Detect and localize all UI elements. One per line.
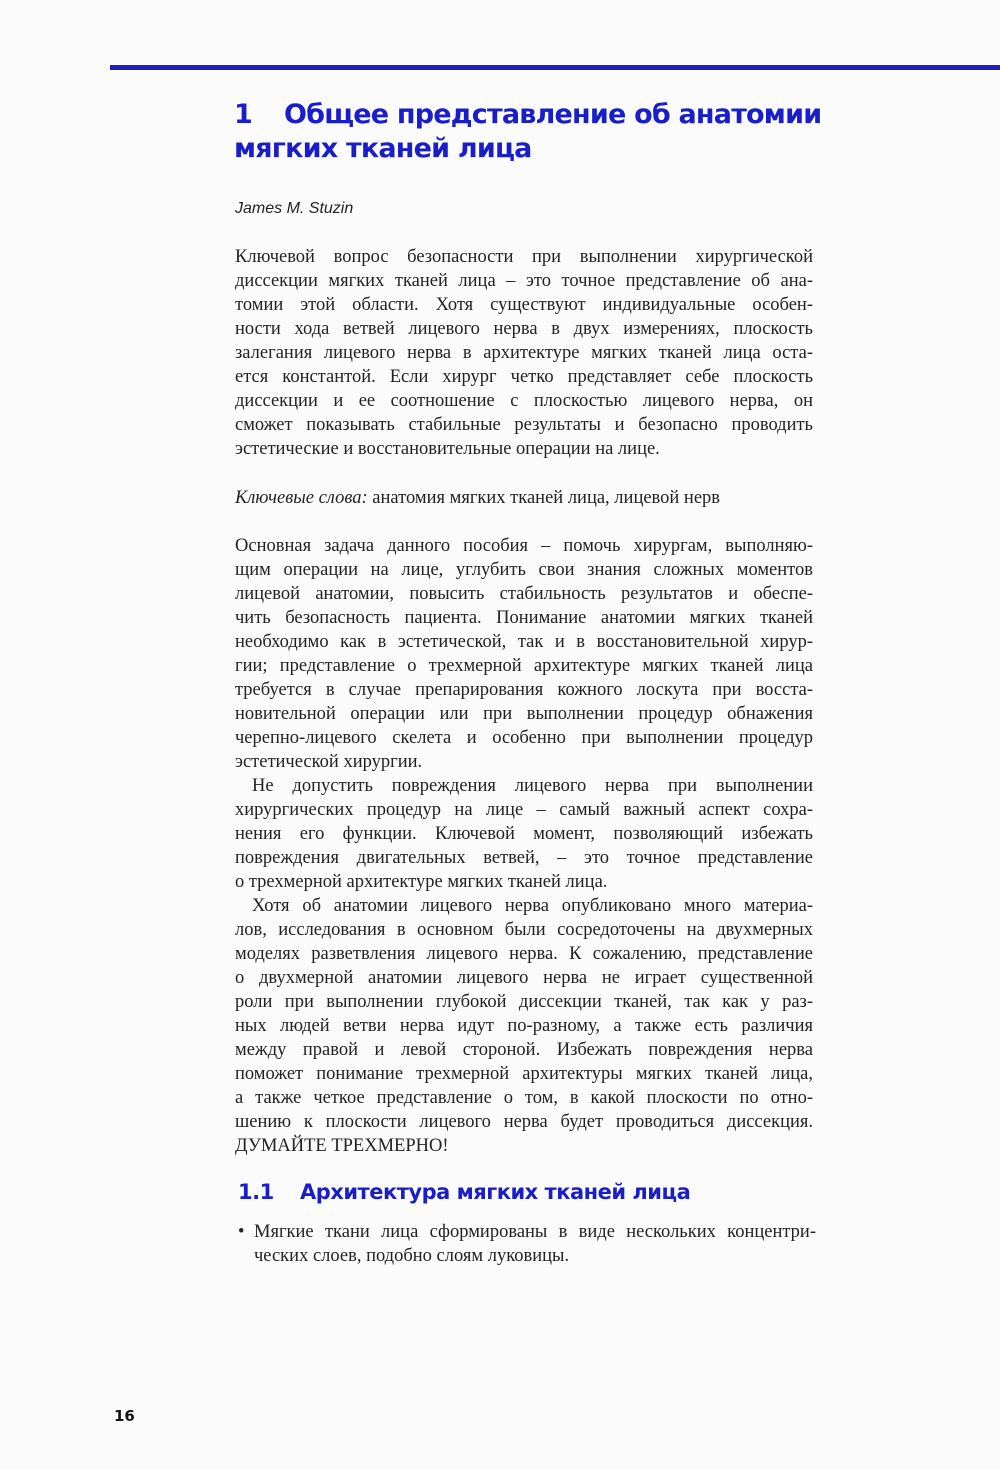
- bullet-line: Мягкие ткани лица сформированы в виде нескольких концентри-: [254, 1222, 816, 1242]
- paragraph: [235, 894, 813, 1158]
- keywords-text: анатомия мягких тканей лица, лицевой нерв: [367, 488, 721, 508]
- page-number: 16: [114, 1407, 135, 1425]
- chapter-title-line: мягких тканей лица: [234, 133, 532, 164]
- paragraph-line: шению к плоскости лицевого нерва будет проводиться диссекция.: [235, 1112, 813, 1132]
- paragraph-line: чить безопасность пациента. Понимание анатомии мягких тканей: [235, 608, 813, 628]
- abstract-line: диссекции и ее соотношение с плоскостью лицевого нерва, он: [235, 391, 813, 411]
- section-title: Архитектура мягких тканей лица: [300, 1180, 691, 1204]
- paragraph-line: ДУМАЙТЕ ТРЕХМЕРНО!: [235, 1136, 449, 1156]
- bullet-line: ческих слоев, подобно слоям луковицы.: [254, 1246, 570, 1266]
- abstract-line: ется константой. Если хирург четко представляет себе плоскость: [235, 367, 813, 387]
- paragraph-line: лов, исследования в основном были сосредоточены на двухмерных: [235, 920, 813, 940]
- paragraph-line: Не допустить повреждения лицевого нерва при выполнении: [252, 776, 813, 796]
- paragraph-line: ных людей ветви нерва идут по-разному, а также есть различия: [235, 1016, 813, 1036]
- abstract: [235, 245, 813, 461]
- abstract-line: диссекции мягких тканей лица – это точное представление об ана-: [235, 271, 813, 291]
- paragraph-line: о двухмерной анатомии лицевого нерва не играет существенной: [235, 968, 813, 988]
- paragraph-line: хирургических процедур на лице – самый важный аспект сохра-: [235, 800, 813, 820]
- paragraph-line: лицевой анатомии, повысить стабильность результатов и обеспе-: [235, 584, 813, 604]
- paragraph-line: о трехмерной архитектуре мягких тканей лица.: [235, 872, 608, 892]
- paragraph-line: черепно-лицевого скелета и особенно при выполнении процедур: [235, 728, 813, 748]
- paragraph-line: Основная задача данного пособия – помочь хирургам, выполняю-: [235, 536, 813, 556]
- paragraph-line: требуется в случае препарирования кожного лоскута при восста-: [235, 680, 813, 700]
- abstract-line: залегания лицевого нерва в архитектуре мягких тканей лица оста-: [235, 343, 813, 363]
- paragraph-line: роли при выполнении глубокой диссекции тканей, так как у раз-: [235, 992, 813, 1012]
- section-number: 1.1: [238, 1180, 274, 1204]
- author: James M. Stuzin: [235, 200, 354, 217]
- keywords-label: Ключевые слова:: [235, 488, 368, 508]
- abstract-line: ности хода ветвей лицевого нерва в двух измерениях, плоскость: [235, 319, 813, 339]
- paragraph-line: необходимо как в эстетической, так и в восстановительной хирур-: [235, 632, 813, 652]
- paragraph-line: между правой и левой стороной. Избежать повреждения нерва: [235, 1040, 813, 1060]
- keywords: [235, 486, 813, 510]
- header-rule: [110, 65, 1000, 70]
- paragraph-line: Хотя об анатомии лицевого нерва опубликовано много материа-: [252, 896, 813, 916]
- paragraph: [235, 534, 813, 774]
- paragraph-line: новительной операции или при выполнении процедур обнажения: [235, 704, 813, 724]
- section-heading: [238, 1180, 690, 1204]
- chapter-title-line: Общее представление об анатомии: [284, 99, 822, 130]
- abstract-line: сможет показывать стабильные результаты и безопасно проводить: [235, 415, 813, 435]
- abstract-line: Ключевой вопрос безопасности при выполнении хирургической: [235, 247, 813, 267]
- abstract-line: эстетические и восстановительные операции на лице.: [235, 439, 660, 459]
- bullet-icon: •: [238, 1222, 245, 1242]
- paragraph-line: поможет понимание трехмерной архитектуры мягких тканей лица,: [235, 1064, 813, 1084]
- paragraph-line: эстетической хирургии.: [235, 752, 423, 772]
- paragraph-line: моделях разветвления лицевого нерва. К сожалению, представление: [235, 944, 813, 964]
- chapter-title: [234, 98, 821, 166]
- paragraph-line: нения его функции. Ключевой момент, позволяющий избежать: [235, 824, 813, 844]
- bullet-item: [238, 1220, 818, 1268]
- paragraph-line: а также четкое представление о том, в какой плоскости по отно-: [235, 1088, 813, 1108]
- paragraph: [235, 774, 813, 894]
- body-text: [235, 534, 813, 1158]
- paragraph-line: щим операции на лице, углубить свои знания сложных моментов: [235, 560, 813, 580]
- paragraph-line: повреждения двигательных ветвей, – это точное представление: [235, 848, 813, 868]
- paragraph-line: гии; представление о трехмерной архитектуре мягких тканей лица: [235, 656, 813, 676]
- abstract-line: томии этой области. Хотя существуют индивидуальные особен-: [235, 295, 813, 315]
- chapter-number: 1: [234, 99, 252, 130]
